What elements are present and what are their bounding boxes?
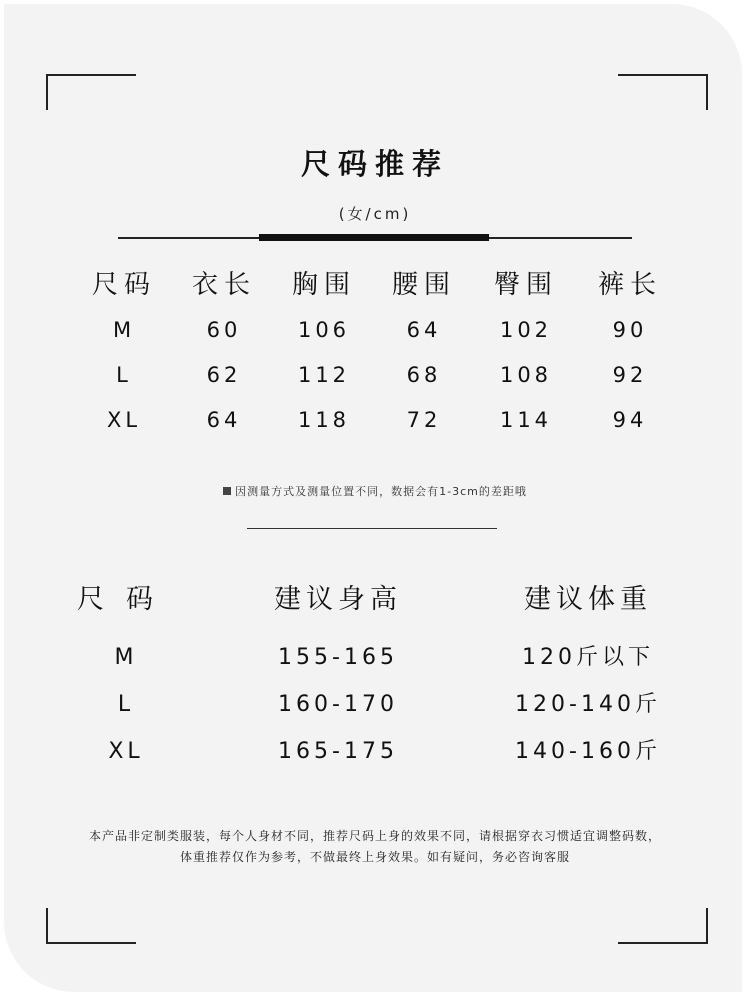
section-divider [247,528,497,529]
pants-length-cell: 94 [612,408,648,432]
waist-cell: 72 [406,408,442,432]
footer-disclaimer [0,826,750,868]
weight-cell: 120斤以下 [522,645,654,670]
corner-bracket-bottom-right [618,908,708,944]
size-cell: M [112,318,136,342]
hip-cell: 108 [499,363,553,387]
header-size: 尺码 [77,584,175,615]
table-row [0,310,750,350]
unit-subtitle: (女/cm) [338,205,412,223]
waist-cell: 64 [406,318,442,342]
bust-cell: 112 [297,363,351,387]
size-cell: L [116,363,132,387]
bust-cell: 118 [297,408,351,432]
weight-cell: 140-160斤 [515,739,661,764]
bust-cell: 106 [297,318,351,342]
length-cell: 64 [206,408,242,432]
weight-cell: 120-140斤 [515,692,661,717]
pants-length-cell: 92 [612,363,648,387]
size-table-header [0,265,750,305]
table-row [0,683,750,727]
header-length: 衣长 [191,270,256,300]
table-row [0,355,750,395]
length-cell: 62 [206,363,242,387]
table-row [0,636,750,680]
header-size: 尺码 [91,270,156,300]
header-weight: 建议体重 [524,584,652,615]
hip-cell: 102 [499,318,553,342]
page-title: 尺码推荐 [300,147,449,181]
recommend-table-header [0,578,750,622]
waist-cell: 68 [406,363,442,387]
length-cell: 60 [206,318,242,342]
measurement-note-text: 因测量方式及测量位置不同，数据会有1-3cm的差距哦 [235,485,527,498]
size-cell: L [117,692,135,717]
corner-bracket-top-right [618,74,708,110]
corner-bracket-top-left [46,74,136,110]
size-cell: XL [108,739,144,764]
square-bullet-icon [223,487,231,495]
size-cell: M [114,645,138,670]
corner-bracket-bottom-left [46,908,136,944]
table-row [0,730,750,774]
header-bust: 胸围 [291,270,356,300]
height-cell: 155-165 [278,645,398,670]
divider-accent [259,234,489,241]
header-height: 建议身高 [274,584,402,615]
hip-cell: 114 [499,408,553,432]
measurement-note [0,483,750,499]
pants-length-cell: 90 [612,318,648,342]
height-cell: 160-170 [278,692,398,717]
table-row [0,400,750,440]
size-cell: XL [106,408,142,432]
footer-line: 体重推荐仅作为参考，不做最终上身效果。如有疑问，务必咨询客服 [179,850,570,864]
height-cell: 165-175 [278,739,398,764]
footer-line: 本产品非定制类服装，每个人身材不同，推荐尺码上身的效果不同，请根据穿衣习惯适宜调整码数， [88,829,661,843]
header-waist: 腰围 [391,270,456,300]
header-pants-length: 裤长 [597,270,662,300]
header-hip: 臀围 [493,270,558,300]
